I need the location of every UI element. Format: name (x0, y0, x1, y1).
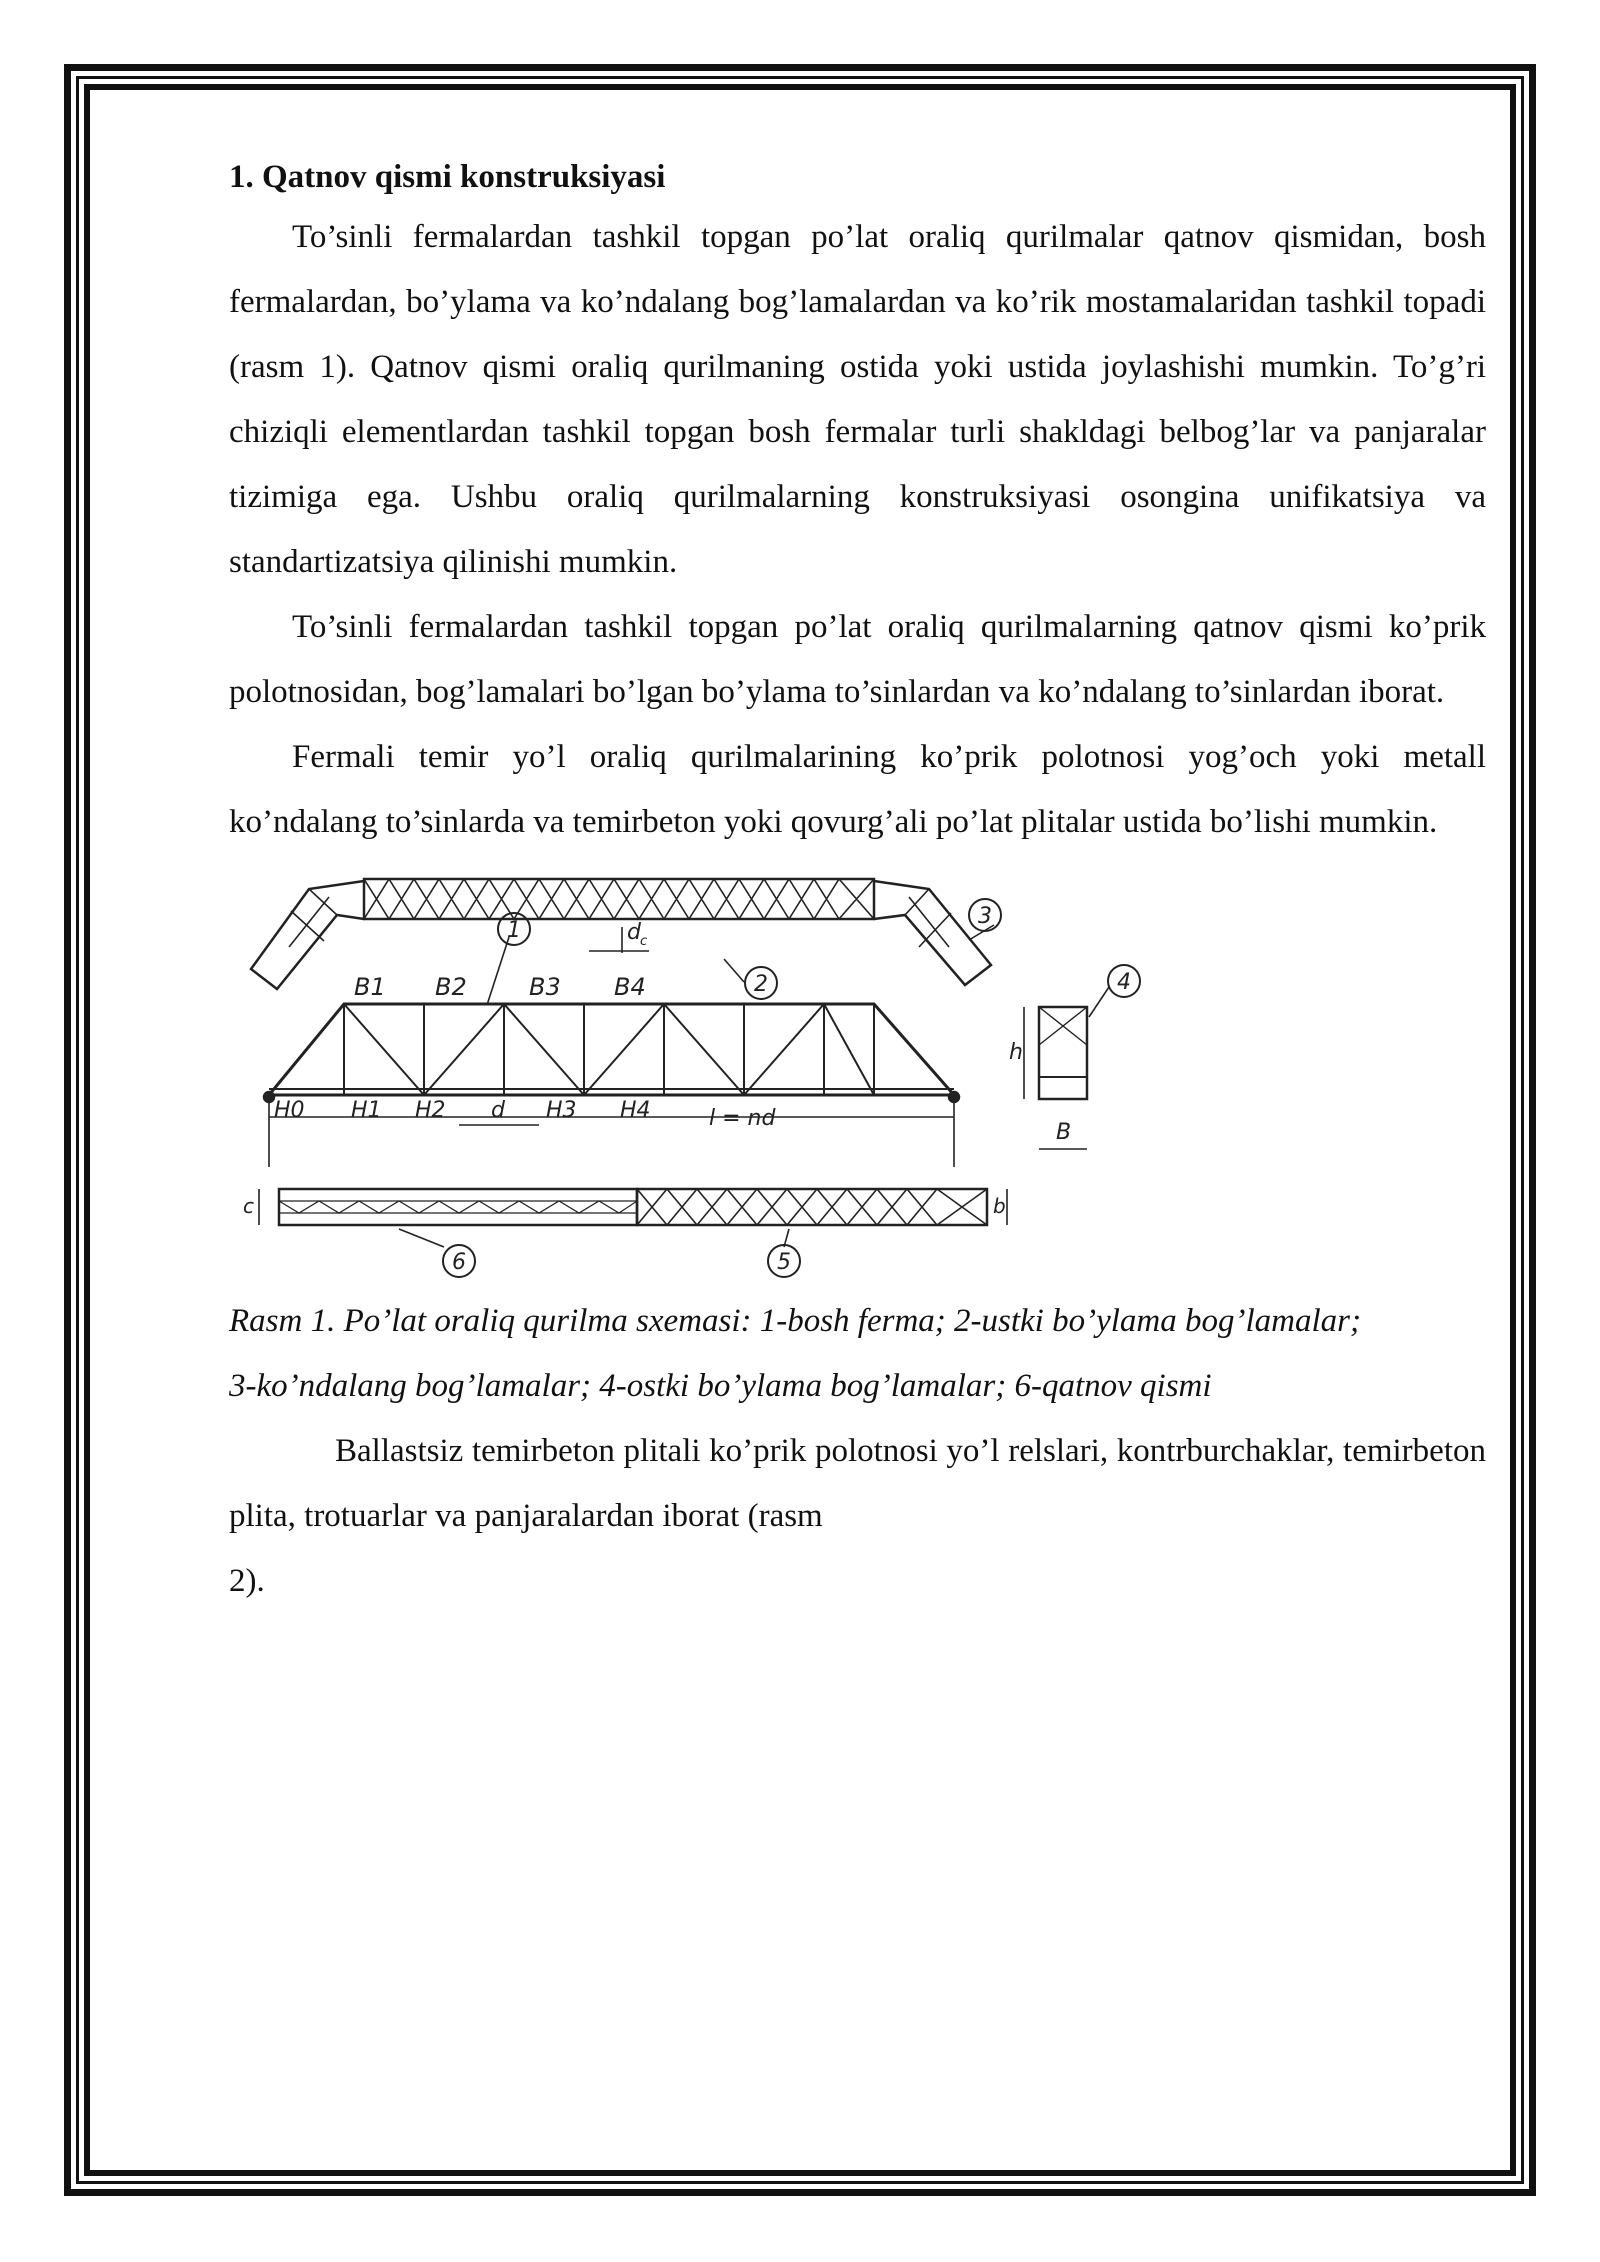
callout-3: 3 (978, 904, 992, 929)
callout-4: 4 (1117, 970, 1131, 995)
top-bracing-plan (364, 879, 874, 919)
label-dc-sub: c (640, 934, 648, 949)
truss-web-members (344, 1004, 874, 1095)
label-H4: H4 (620, 1098, 651, 1123)
label-d: d (491, 1098, 505, 1123)
figure-caption-line-1: Rasm 1. Po’lat oraliq qurilma sxemasi: 1-bosh ferma; 2-ustki bo’ylama bog’lamalar; (229, 1303, 1361, 1339)
label-B1: B1 (354, 973, 386, 1001)
label-span: l = nd (709, 1106, 776, 1131)
callout-6: 6 (452, 1250, 466, 1275)
callout-2: 2 (754, 972, 768, 997)
deck-plan (279, 1189, 637, 1225)
label-H3: H3 (546, 1098, 577, 1123)
main-truss-outline (269, 1004, 954, 1095)
paragraph-4-tail: 2). (229, 1563, 265, 1599)
callout-1: 1 (507, 918, 521, 943)
cross-section (1039, 1007, 1087, 1099)
label-H2: H2 (415, 1098, 446, 1123)
label-h: h (1009, 1040, 1023, 1065)
figure-caption-line-2: 3-ko’ndalang bog’lamalar; 4-ostki bo’ylama bog’lamalar; 6-qatnov qismi (229, 1368, 1212, 1404)
label-B2: B2 (435, 973, 467, 1001)
end-bracing-left (251, 881, 364, 989)
document-body (229, 150, 1486, 1614)
label-H0: H0 (274, 1098, 305, 1123)
paragraph-3: Fermali temir yo’l oraliq qurilmalarining ko’prik polotnosi yog’och yoki metall ko’ndalang to’sinlarda va temirbeton yoki qovurg’ali po’lat plitalar ustida bo’lishi mumkin. (229, 739, 1486, 840)
label-b: b (993, 1194, 1006, 1218)
truss-diagram (229, 867, 1486, 1289)
paragraph-2: To’sinli fermalardan tashkil topgan po’lat oraliq qurilmalarning qatnov qismi ko’prik polotnosidan, bog’lamalari bo’lgan bo’ylama to’sinlardan va ko’ndalang to’sinlardan iborat. (229, 609, 1486, 710)
truss-diagram-svg (229, 867, 1486, 1289)
label-H1: H1 (351, 1098, 382, 1123)
label-B: B (1056, 1120, 1072, 1145)
label-dc: d (627, 920, 641, 945)
callout-5: 5 (777, 1250, 791, 1275)
label-c: c (243, 1194, 254, 1218)
paragraph-1: To’sinli fermalardan tashkil topgan po’lat oraliq qurilmalar qatnov qismidan, bosh fermalardan, bo’ylama va ko’ndalang bog’lamalardan va ko’rik mostamalaridan tashkil topadi (rasm 1). Qatnov qismi oraliq qurilmaning ostida yoki ustida joylashishi mumkin. To’g’ri chiziqli elementlardan tashkil topgan bosh fermalar turli shakldagi belbog’lar va panjaralar tizimiga ega. Ushbu oraliq qurilmalarning konstruksiyasi osongina unifikatsiya va standartizatsiya qilinishi mumkin. (229, 219, 1486, 580)
label-B3: B3 (529, 973, 561, 1001)
label-B4: B4 (614, 973, 646, 1001)
section-heading: 1. Qatnov qismi konstruksiyasi (229, 159, 666, 195)
paragraph-4: Ballastsiz temirbeton plitali ko’prik polotnosi yo’l relslari, kontrburchaklar, temirbeton plita, trotuarlar va panjaralardan iborat (rasm (229, 1433, 1486, 1534)
top-bracing-crosses (364, 879, 874, 919)
